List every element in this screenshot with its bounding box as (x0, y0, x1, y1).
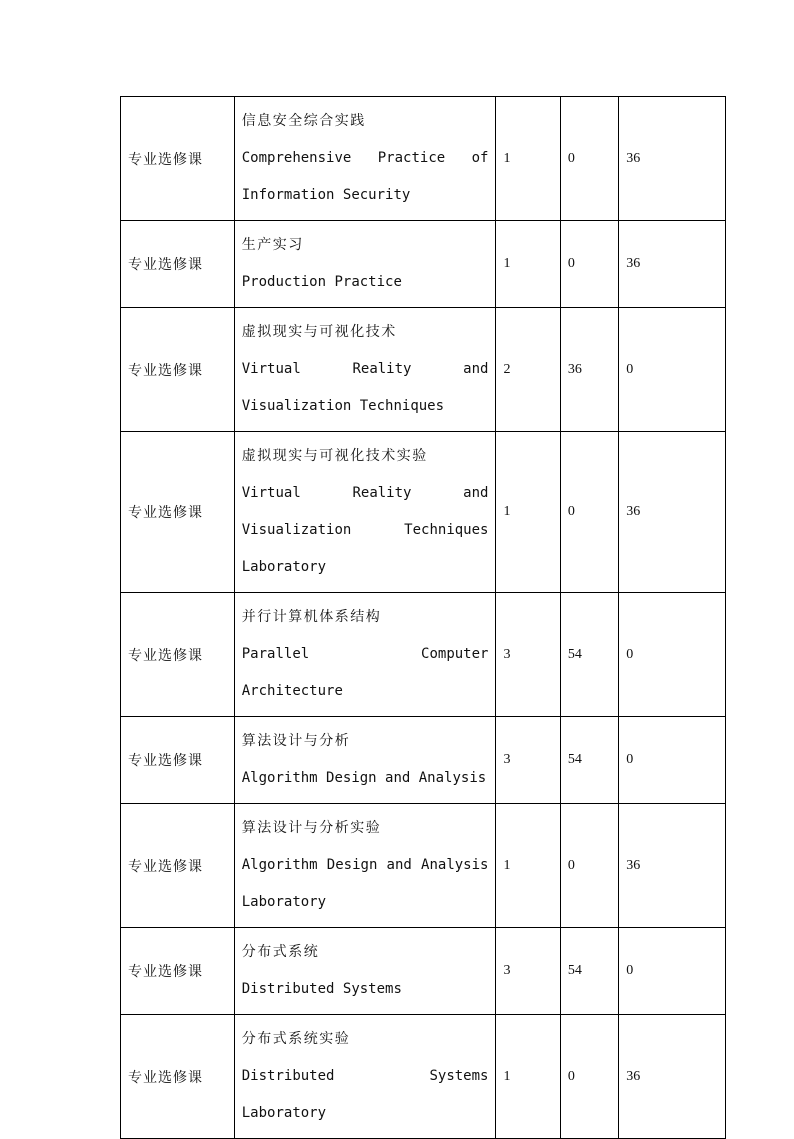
course-theory-hours: 0 (560, 804, 618, 928)
course-name-zh: 分布式系统 (241, 944, 320, 960)
table-row (121, 308, 726, 432)
table-row (121, 717, 726, 804)
course-practice-hours: 0 (619, 593, 726, 717)
course-practice-hours: 0 (619, 717, 726, 804)
course-name-zh: 并行计算机体系结构 (241, 609, 382, 625)
course-name-zh: 算法设计与分析实验 (241, 820, 382, 836)
course-theory-hours: 54 (560, 717, 618, 804)
table-row (121, 804, 726, 928)
course-practice-hours: 36 (619, 1015, 726, 1139)
course-credits: 1 (496, 221, 560, 308)
course-type: 专业选修课 (121, 804, 235, 928)
course-credits: 1 (496, 97, 560, 221)
table-row (121, 432, 726, 593)
course-credits: 3 (496, 593, 560, 717)
course-name-zh: 分布式系统实验 (241, 1031, 351, 1047)
course-name (234, 804, 496, 928)
course-name-en: Algorithm Design and Analysis Laboratory (241, 857, 489, 910)
course-name-en: Parallel Computer Architecture (241, 646, 489, 699)
table-row (121, 221, 726, 308)
course-name-zh: 信息安全综合实践 (241, 113, 366, 129)
course-credits: 2 (496, 308, 560, 432)
course-table (120, 96, 726, 1139)
course-theory-hours: 0 (560, 1015, 618, 1139)
course-type: 专业选修课 (121, 221, 235, 308)
course-name-en: Comprehensive Practice of Information Security (241, 150, 489, 203)
course-name-en: Algorithm Design and Analysis (241, 770, 487, 786)
course-name-en: Production Practice (241, 274, 402, 290)
course-name (234, 97, 496, 221)
table-row (121, 593, 726, 717)
course-type: 专业选修课 (121, 928, 235, 1015)
course-theory-hours: 54 (560, 928, 618, 1015)
course-name (234, 308, 496, 432)
course-type: 专业选修课 (121, 97, 235, 221)
course-type: 专业选修课 (121, 432, 235, 593)
course-practice-hours: 36 (619, 432, 726, 593)
course-type: 专业选修课 (121, 593, 235, 717)
course-credits: 1 (496, 1015, 560, 1139)
course-name-en: Distributed Systems (241, 981, 402, 997)
course-name (234, 717, 496, 804)
course-practice-hours: 0 (619, 308, 726, 432)
course-name-en: Virtual Reality and Visualization Techniques (241, 361, 489, 414)
course-name (234, 593, 496, 717)
course-practice-hours: 36 (619, 97, 726, 221)
course-name-zh: 算法设计与分析 (241, 733, 351, 749)
table-row (121, 97, 726, 221)
course-type: 专业选修课 (121, 717, 235, 804)
course-credits: 3 (496, 928, 560, 1015)
course-credits: 1 (496, 432, 560, 593)
course-name (234, 221, 496, 308)
course-theory-hours: 0 (560, 221, 618, 308)
course-theory-hours: 54 (560, 593, 618, 717)
course-theory-hours: 0 (560, 97, 618, 221)
course-practice-hours: 36 (619, 804, 726, 928)
course-name-zh: 生产实习 (241, 237, 304, 253)
course-name (234, 432, 496, 593)
course-practice-hours: 0 (619, 928, 726, 1015)
course-name-zh: 虚拟现实与可视化技术 (241, 324, 397, 340)
table-row (121, 1015, 726, 1139)
course-name-en: Distributed Systems Laboratory (241, 1068, 489, 1121)
course-name-en: Virtual Reality and Visualization Techniques Laboratory (241, 485, 489, 575)
course-theory-hours: 0 (560, 432, 618, 593)
course-name (234, 928, 496, 1015)
course-name-zh: 虚拟现实与可视化技术实验 (241, 448, 428, 464)
course-practice-hours: 36 (619, 221, 726, 308)
course-type: 专业选修课 (121, 308, 235, 432)
course-theory-hours: 36 (560, 308, 618, 432)
course-type: 专业选修课 (121, 1015, 235, 1139)
course-name (234, 1015, 496, 1139)
table-row (121, 928, 726, 1015)
course-credits: 1 (496, 804, 560, 928)
course-credits: 3 (496, 717, 560, 804)
